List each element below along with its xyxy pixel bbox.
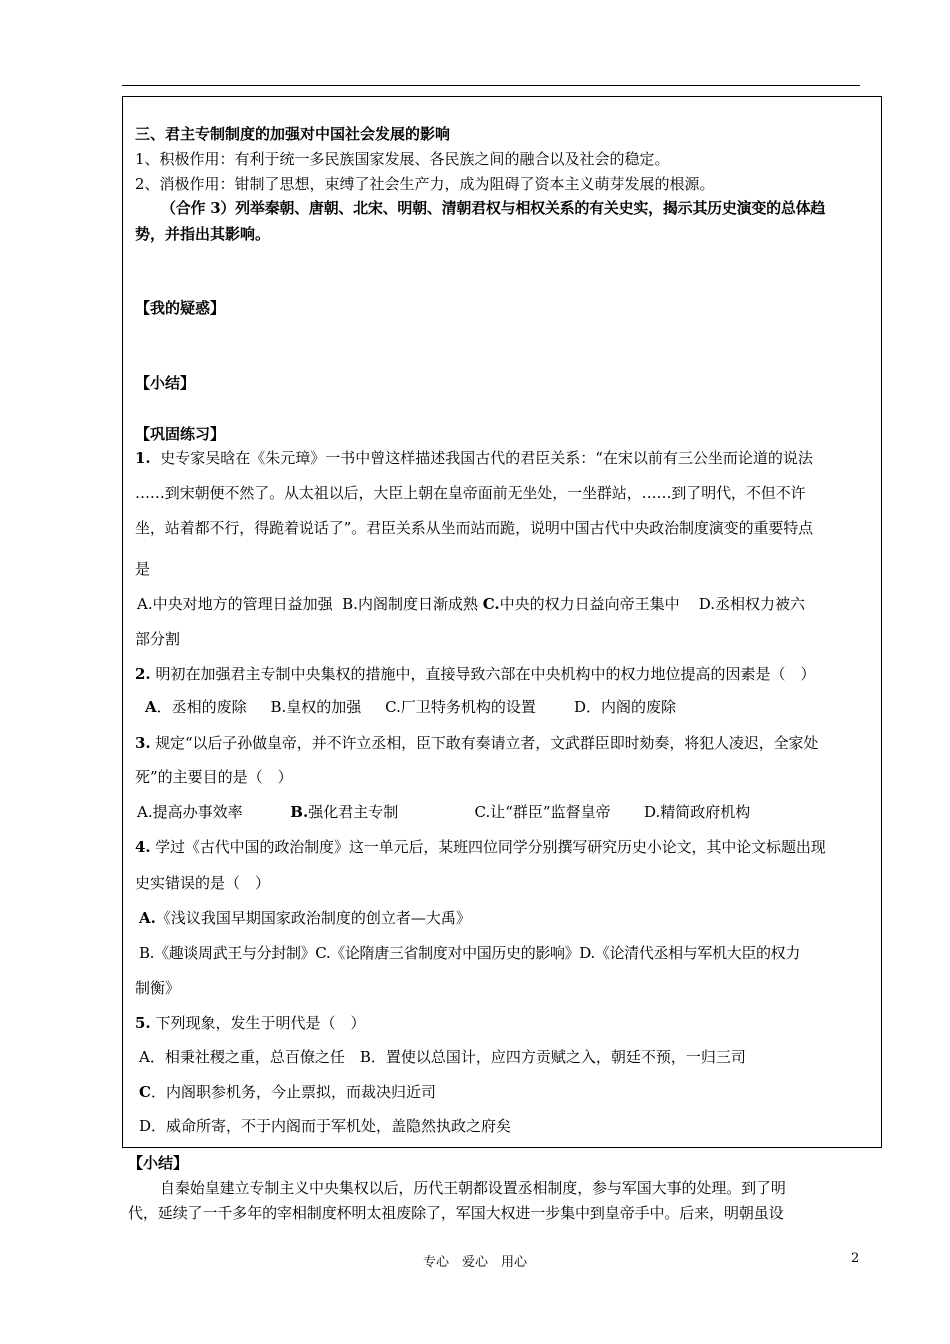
section3-title: 三、君主专制制度的加强对中国社会发展的影响 bbox=[135, 125, 451, 143]
q4-line1: 4. 学过《古代中国的政治制度》这一单元后，某班四位同学分别撰写研究历史小论文，其中论文标题出现 bbox=[135, 838, 826, 856]
summary-text-line2: 代，延续了一千多年的宰相制度杯明太祖废除了，军国大权进一步集中到皇帝手中。后来，明朝虽设 bbox=[128, 1204, 784, 1222]
section3-point2: 2、消极作用：钳制了思想，束缚了社会生产力，成为阻碍了资本主义萌芽发展的根源。 bbox=[135, 175, 715, 193]
summary-text-line1: 自秦始皇建立专制主义中央集权以后，历代王朝都设置丞相制度，参与军国大事的处理。到了明 bbox=[160, 1179, 786, 1197]
q1-option-a: A.中央对地方的管理日益加强 bbox=[137, 595, 333, 613]
q4-option-a: A.《浅议我国早期国家政治制度的创立者—大禹》 bbox=[139, 909, 471, 927]
q2-stem: 2. 明初在加强君主专制中央集权的措施中，直接导致六部在中央机构中的权力地位提高的因素是（ ） bbox=[135, 665, 816, 683]
q3-option-c: C.让“群臣”监督皇帝 bbox=[474, 803, 611, 821]
q1-option-d-cont: 部分割 bbox=[135, 630, 181, 648]
q2-option-d: D．内阁的废除 bbox=[574, 698, 677, 716]
q2-options bbox=[145, 697, 676, 717]
q1-option-d: D.丞相权力被六 bbox=[698, 595, 805, 613]
footer-motto: 专心 爱心 用心 bbox=[422, 1255, 527, 1270]
summary-heading-inner: 【小结】 bbox=[135, 374, 196, 392]
q4-number: 4. bbox=[135, 838, 151, 856]
q1-number: 1. bbox=[135, 449, 151, 467]
q2-option-b: B.皇权的加强 bbox=[270, 698, 362, 716]
q1-option-b: B.内阁制度日渐成熟 bbox=[342, 595, 478, 613]
q3-options bbox=[137, 802, 750, 822]
q3-option-b: B.强化君主专制 bbox=[290, 803, 399, 821]
coop-task-line1: （合作 3）列举秦朝、唐朝、北宋、明朝、清朝君权与相权关系的有关史实，揭示其历史演变的总体趋 bbox=[161, 199, 826, 217]
q4-line2: 史实错误的是（ ） bbox=[135, 874, 271, 892]
q1-line1: 1. 史专家吴晗在《朱元璋》一书中曾这样描述我国古代的君臣关系：“在宋以前有三公坐而论道的说法 bbox=[135, 449, 813, 467]
q1-line4: 是 bbox=[135, 560, 151, 578]
q2-option-a: A．丞相的废除 bbox=[145, 698, 247, 716]
header-rule bbox=[122, 85, 860, 86]
q5-options-ab: A．相秉社稷之重，总百僚之任 B．置使以总国计，应四方贡赋之入，朝廷不预，一归三司 bbox=[139, 1048, 746, 1066]
coop-task-line2: 势，并指出其影响。 bbox=[135, 225, 271, 243]
doubts-heading: 【我的疑惑】 bbox=[135, 299, 226, 317]
practice-heading: 【巩固练习】 bbox=[135, 425, 226, 443]
q3-number: 3. bbox=[135, 734, 151, 752]
q4-options-bcd: B.《趣谈周武王与分封制》C.《论隋唐三省制度对中国历史的影响》D.《论清代丞相与军机大臣的权力 bbox=[139, 944, 800, 962]
q5-number: 5. bbox=[135, 1014, 151, 1032]
summary-heading-outer: 【小结】 bbox=[128, 1154, 189, 1172]
section3-point1: 1、积极作用：有利于统一多民族国家发展、各民族之间的融合以及社会的稳定。 bbox=[135, 150, 670, 168]
q1-line2: ……到宋朝便不然了。从太祖以后，大臣上朝在皇帝面前无坐处，一坐群站，……到了明代，不但不许 bbox=[135, 484, 806, 502]
content-box bbox=[122, 96, 882, 1148]
q5-option-d: D．威命所寄，不于内阁而于军机处，盖隐然执政之府矣 bbox=[139, 1117, 512, 1135]
page-number: 2 bbox=[851, 1251, 860, 1266]
q3-line2: 死”的主要目的是（ ） bbox=[135, 768, 293, 786]
q3-option-d: D.精简政府机构 bbox=[643, 803, 751, 821]
q3-line1: 3. 规定“以后子孙做皇帝，并不许立丞相，臣下敢有奏请立者，文武群臣即时劾奏，将犯人凌迟，全家处 bbox=[135, 734, 819, 752]
q3-option-a: A.提高办事效率 bbox=[137, 803, 243, 821]
q2-option-c: C.厂卫特务机构的设置 bbox=[385, 698, 536, 716]
q5-stem: 5. 下列现象，发生于明代是（ ） bbox=[135, 1014, 366, 1032]
q5-option-c: C．内阁职参机务，今止票拟，而裁决归近司 bbox=[139, 1083, 436, 1101]
q1-options bbox=[137, 594, 805, 614]
q2-number: 2. bbox=[135, 665, 151, 683]
q1-option-c: C.中央的权力日益向帝王集中 bbox=[482, 595, 680, 613]
q1-line3: 坐，站着都不行，得跪着说话了”。君臣关系从坐而站而跪，说明中国古代中央政治制度演变的重要特点 bbox=[135, 519, 814, 537]
q4-option-d-cont: 制衡》 bbox=[135, 979, 181, 997]
